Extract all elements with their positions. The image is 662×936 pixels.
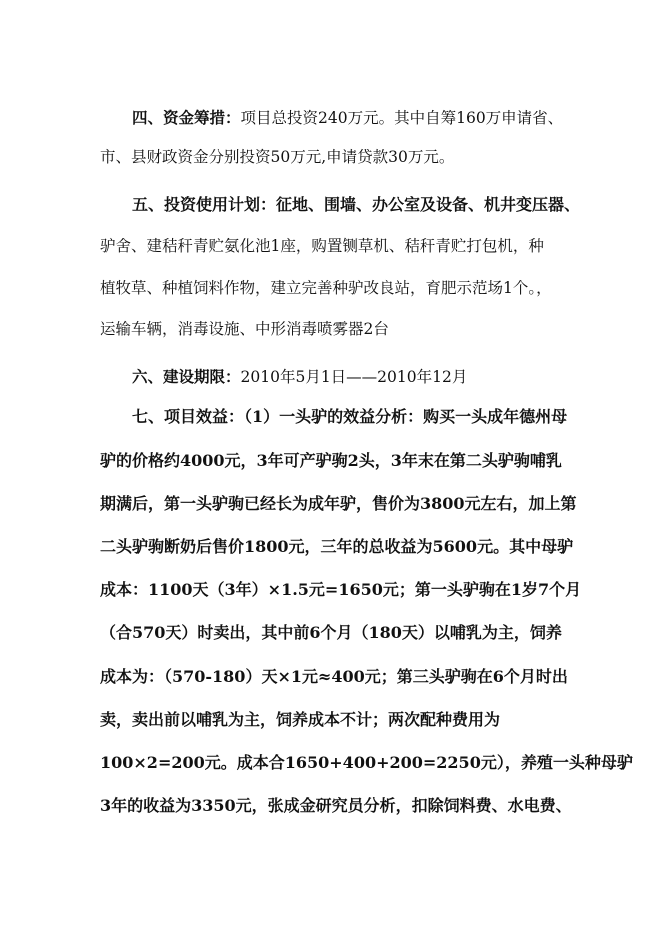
section-7-text-1: （1）一头驴的效益分析：购买一头成年德州母 xyxy=(244,407,568,426)
section-5-line-3: 植牧草、种植饲料作物，建立完善种驴改良站，育肥示范场1个。， xyxy=(100,279,552,297)
section-4-text-1: 项目总投资240万元。其中自筹160万申请省、 xyxy=(240,109,564,127)
section-7-line-4: 二头驴驹断奶后售价1800元，三年的总收益为5600元。其中母驴 xyxy=(100,537,574,556)
section-6-line-1 xyxy=(132,369,467,386)
section-7-line-9: 100×2=200元。成本合1650+400+200=2250元），养殖一头种母驴 xyxy=(100,753,633,772)
section-7-line-5: 成本：1100天（3年）×1.5元=1650元；第一头驴驹在1岁7个月 xyxy=(100,580,582,599)
section-4-heading: 四、资金筹措： xyxy=(132,108,241,127)
section-7-line-2: 驴的价格约4000元，3年可产驴驹2头，3年末在第二头驴驹哺乳 xyxy=(100,451,562,470)
section-7-heading: 七、项目效益： xyxy=(132,407,245,426)
section-7-line-3: 期满后，第一头驴驹已经长为成年驴，售价为3800元左右，加上第 xyxy=(100,494,577,513)
section-6-heading: 六、建设期限： xyxy=(132,367,241,386)
section-4-line-2: 市、县财政资金分别投资50万元,申请贷款30万元。 xyxy=(100,148,455,166)
section-7-line-6: （合570天）时卖出，其中前6个月（180天）以哺乳为主，饲养 xyxy=(100,623,562,642)
section-4-line-1 xyxy=(132,110,563,127)
section-7-line-1 xyxy=(132,409,567,425)
section-7-line-8: 卖，卖出前以哺乳为主，饲养成本不计；两次配种费用为 xyxy=(100,710,501,729)
section-6-text-1: 2010年5月1日——2010年12月 xyxy=(240,368,468,386)
section-7-line-10: 3年的收益为3350元，张成金研究员分析，扣除饲料费、水电费、 xyxy=(100,796,572,815)
section-5-line-4: 运输车辆，消毒设施、中形消毒喷雾器2台 xyxy=(100,320,389,338)
section-5-line-2: 驴舍、建秸秆青贮氨化池1座，购置铡草机、秸秆青贮打包机，种 xyxy=(100,237,544,255)
section-7-line-7: 成本为：（570-180）天×1元≈400元；第三头驴驹在6个月时出 xyxy=(100,667,568,686)
section-5-heading: 五、投资使用计划：征地、围墙、办公室及设备、机井变压器、 xyxy=(132,195,581,214)
